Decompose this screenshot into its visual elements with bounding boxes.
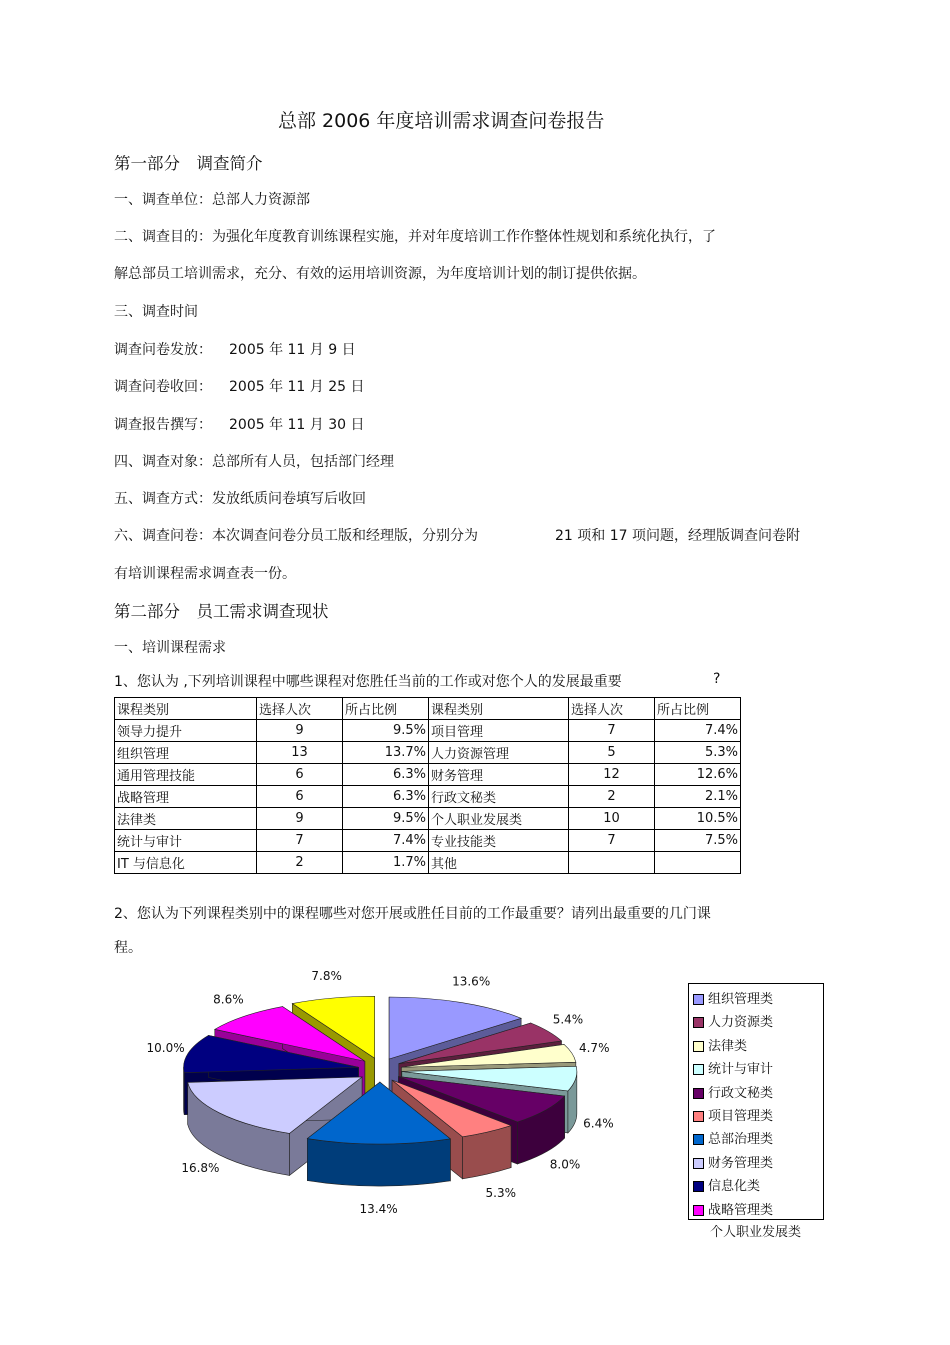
section-course-demand: 一、培训课程需求 (114, 640, 226, 656)
table-row (115, 742, 741, 764)
table-header-cell: 选择人次 (569, 698, 655, 720)
legend-item (693, 1105, 773, 1124)
date-issue-value: 2005 年 11 月 9 日 (229, 342, 356, 358)
legend-label: 战略管理类 (708, 1202, 774, 1218)
survey-time: 三、调查时间 (114, 304, 198, 320)
table-cell: 9.5% (343, 808, 429, 830)
pie-value-label: 5.4% (552, 1012, 584, 1027)
table-cell: 10 (569, 808, 655, 830)
table-cell: 12.6% (655, 764, 741, 786)
legend-item (693, 1175, 760, 1194)
legend-swatch (693, 1017, 704, 1028)
legend-swatch (693, 1111, 704, 1122)
legend-item (693, 1011, 773, 1030)
table-cell: 6.3% (343, 786, 429, 808)
legend-swatch (693, 1088, 704, 1099)
date-report-label: 调查报告撰写： (114, 417, 212, 433)
table-cell: 5.3% (655, 742, 741, 764)
date-collect-label: 调查问卷收回： (114, 379, 212, 395)
table-header-cell: 所占比例 (655, 698, 741, 720)
table-cell: 统计与审计 (115, 830, 257, 852)
survey-purpose-2: 解总部员工培训需求，充分、有效的运用培训资源，为年度培训计划的制订提供依据。 (114, 266, 646, 282)
table-cell: 通用管理技能 (115, 764, 257, 786)
table-cell: 12 (569, 764, 655, 786)
table-header-cell: 课程类别 (115, 698, 257, 720)
legend-label: 统计与审计 (708, 1062, 774, 1078)
table-cell: 个人职业发展类 (429, 808, 569, 830)
table-row (115, 852, 741, 874)
question-1: 1、您认为 ,下列培训课程中哪些课程对您胜任当前的工作或对您个人的发展最重要 (114, 674, 622, 690)
question-2-line-1: 2、您认为下列课程类别中的课程哪些对您开展或胜任目前的工作最重要？请列出最重要的几门课 (114, 906, 711, 922)
pie-value-label: 13.4% (359, 1201, 398, 1216)
table-cell: 7 (569, 720, 655, 742)
legend-swatch (693, 1134, 704, 1145)
legend-item (693, 1128, 773, 1147)
table-cell (569, 852, 655, 874)
survey-target: 四、调查对象：总部所有人员，包括部门经理 (114, 454, 394, 470)
table-row (115, 764, 741, 786)
question-1-mark: ? (713, 671, 721, 687)
table-cell (655, 852, 741, 874)
legend-label: 行政文秘类 (708, 1085, 774, 1101)
legend-label: 项目管理类 (708, 1109, 774, 1124)
table-cell: 项目管理 (429, 720, 569, 742)
table-cell: 10.5% (655, 808, 741, 830)
date-collect-value: 2005 年 11 月 25 日 (229, 379, 365, 395)
legend-item (693, 988, 773, 1007)
table-cell: 法律类 (115, 808, 257, 830)
table-cell: 2.1% (655, 786, 741, 808)
table-cell: 专业技能类 (429, 830, 569, 852)
table-row (115, 720, 741, 742)
date-report-value: 2005 年 11 月 30 日 (229, 417, 365, 433)
table-cell: 9.5% (343, 720, 429, 742)
pie-value-label: 5.3% (485, 1186, 517, 1201)
legend-item (693, 1058, 773, 1077)
legend-label: 人力资源类 (708, 1015, 774, 1031)
legend-swatch (693, 1205, 704, 1216)
table-cell: 组织管理 (115, 742, 257, 764)
table-cell: 9 (257, 720, 343, 742)
table-cell: 7 (257, 830, 343, 852)
table-header-cell: 所占比例 (343, 698, 429, 720)
legend-label: 总部治理类 (708, 1132, 774, 1148)
question-2-line-2: 程。 (114, 940, 142, 956)
survey-purpose-1: 二、调查目的：为强化年度教育训练课程实施，并对年度培训工作作整体性规划和系统化执行，了 (114, 229, 716, 245)
table-row (115, 786, 741, 808)
doc-title: 总部 2006 年度培训需求调查问卷报告 (278, 110, 605, 132)
pie-value-label: 6.4% (583, 1116, 614, 1131)
table-header-cell: 课程类别 (429, 698, 569, 720)
survey-method: 五、调查方式：发放纸质问卷填写后收回 (114, 491, 366, 507)
pie-value-label: 16.8% (181, 1161, 220, 1176)
part2-heading: 第二部分 员工需求调查现状 (114, 602, 329, 621)
legend-swatch (693, 1064, 704, 1075)
pie-value-label: 8.6% (213, 992, 244, 1007)
legend-label: 法律类 (708, 1038, 748, 1054)
survey-questionnaire-1: 六、调查问卷：本次调查问卷分员工版和经理版，分别分为 (114, 528, 478, 544)
table-header-row (115, 698, 741, 720)
table-cell: 2 (569, 786, 655, 808)
legend-label: 信息化类 (708, 1179, 761, 1195)
pie-chart (90, 970, 690, 1230)
table-cell: IT 与信息化 (115, 852, 257, 874)
table-cell: 13 (257, 742, 343, 764)
legend-label: 组织管理类 (708, 992, 774, 1007)
table-cell: 2 (257, 852, 343, 874)
pie-value-label: 8.0% (549, 1157, 581, 1172)
legend-item (693, 1035, 747, 1054)
table-cell: 行政文秘类 (429, 786, 569, 808)
table-cell: 6.3% (343, 764, 429, 786)
table-cell: 领导力提升 (115, 720, 257, 742)
survey-unit: 一、调查单位：总部人力资源部 (114, 192, 310, 208)
table-cell: 财务管理 (429, 764, 569, 786)
table-cell: 6 (257, 786, 343, 808)
table-cell: 战略管理 (115, 786, 257, 808)
legend-item (693, 1082, 773, 1101)
table-cell: 7.4% (655, 720, 741, 742)
table-cell: 7 (569, 830, 655, 852)
legend-swatch (693, 1041, 704, 1052)
survey-questionnaire-3: 有培训课程需求调查表一份。 (114, 566, 296, 582)
survey-questionnaire-2: 21 项和 17 项问题，经理版调查问卷附 (555, 528, 800, 544)
date-issue-label: 调查问卷发放： (114, 342, 212, 358)
legend-swatch (693, 1181, 704, 1192)
table-cell: 其他 (429, 852, 569, 874)
pie-value-label: 10.0% (146, 1041, 185, 1056)
pie-value-label: 13.6% (452, 974, 491, 989)
table-cell: 9 (257, 808, 343, 830)
legend-item (693, 1152, 773, 1171)
table-cell: 1.7% (343, 852, 429, 874)
table-cell: 7.5% (655, 830, 741, 852)
chart-legend (688, 983, 824, 1220)
table-row (115, 808, 741, 830)
table-cell: 13.7% (343, 742, 429, 764)
table-cell: 6 (257, 764, 343, 786)
legend-label: 财务管理类 (708, 1155, 774, 1171)
table-cell: 5 (569, 742, 655, 764)
legend-item-overflow: 个人职业发展类 (710, 1225, 802, 1240)
legend-swatch (693, 1158, 704, 1169)
pie-value-label: 7.8% (311, 968, 342, 983)
part1-heading: 第一部分 调查简介 (114, 154, 263, 173)
course-demand-table (114, 697, 741, 874)
table-cell: 人力资源管理 (429, 742, 569, 764)
legend-swatch (693, 994, 704, 1005)
legend-item (693, 1199, 773, 1218)
table-row (115, 830, 741, 852)
table-header-cell: 选择人次 (257, 698, 343, 720)
table-cell: 7.4% (343, 830, 429, 852)
pie-value-label: 4.7% (578, 1040, 610, 1055)
